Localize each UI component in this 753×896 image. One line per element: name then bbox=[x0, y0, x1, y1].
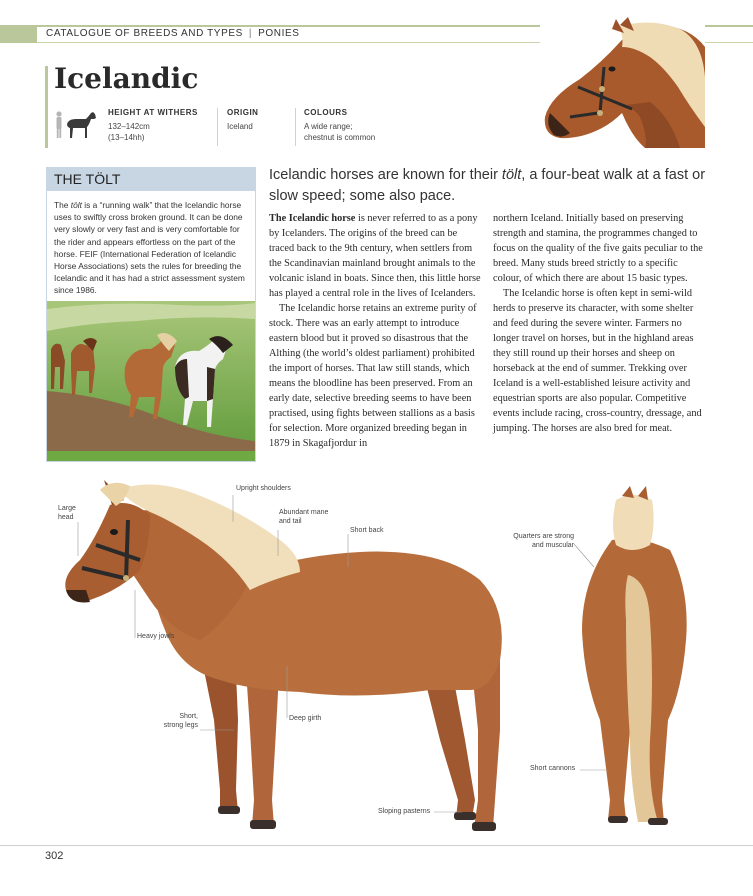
sidebar-text-italic: tölt bbox=[70, 200, 82, 210]
fact-colours-label: COLOURS bbox=[304, 108, 348, 117]
fact-height-label: HEIGHT AT WITHERS bbox=[108, 108, 198, 117]
callout-short-back: Short back bbox=[350, 527, 384, 534]
header-section: CATALOGUE OF BREEDS AND TYPES bbox=[46, 28, 243, 39]
fact-origin-value: Iceland bbox=[227, 122, 253, 131]
running-header bbox=[46, 28, 299, 39]
header-subsection: PONIES bbox=[258, 28, 300, 39]
horse-head-photo bbox=[540, 17, 705, 148]
lead-italic: tölt bbox=[501, 167, 522, 183]
page-number: 302 bbox=[45, 850, 64, 862]
fact-colours-value bbox=[304, 121, 375, 143]
horse-anatomy-illustration bbox=[40, 475, 740, 845]
fact-height-value bbox=[108, 121, 198, 143]
horse-silhouette-icon bbox=[67, 112, 96, 138]
fact-colours-line2: chestnut is common bbox=[304, 133, 376, 142]
callout-deep-girth: Deep girth bbox=[289, 715, 322, 722]
body-column-1 bbox=[269, 211, 481, 451]
fact-height-cm: 132–142cm bbox=[108, 122, 150, 131]
page-title: Icelandic bbox=[54, 62, 199, 95]
title-accent-bar bbox=[45, 66, 48, 148]
callout-quarters: Quarters are strong and muscular bbox=[513, 533, 574, 549]
callout-sloping-pasterns: Sloping pasterns bbox=[378, 808, 431, 815]
herd-photo bbox=[47, 301, 255, 461]
body-paragraph: The Icelandic horse retains an extreme purity of stock. There was an early attempt to introduce eastern blood but it proved so disastrous that the Althing (the world’s oldest parliament) prohibited the import of horses. That law still stands, which means the bloodline has been preserved. From an early date, selective breeding seems to have been practised, using fights between stallions as a basis for selection. More organized breeding began in 1879 in Skagafjordur in bbox=[269, 303, 477, 449]
fact-divider bbox=[295, 108, 296, 146]
body-column-2 bbox=[493, 211, 705, 436]
height-silhouette-icon bbox=[54, 110, 100, 140]
body-paragraph bbox=[269, 211, 481, 301]
fact-colours-line1: A wide range; bbox=[304, 122, 353, 131]
callout-large-head: Large head bbox=[58, 505, 76, 521]
header-separator: | bbox=[248, 28, 253, 39]
fact-height-hh: (13–14hh) bbox=[108, 133, 145, 142]
person-silhouette-icon bbox=[56, 111, 61, 138]
callout-abundant-mane: Abundant mane and tail bbox=[279, 509, 329, 525]
callout-heavy-jowls: Heavy jowls bbox=[137, 633, 175, 640]
sidebar-text bbox=[54, 199, 250, 297]
header-accent-block bbox=[0, 25, 37, 43]
callout-short-cannons: Short cannons bbox=[530, 765, 576, 772]
lead-paragraph bbox=[269, 165, 719, 207]
fact-origin bbox=[227, 108, 258, 132]
fact-colours bbox=[304, 108, 375, 143]
footer-rule bbox=[0, 845, 753, 846]
body-paragraph: northern Iceland. Initially based on preserving strength and stamina, the programmes changed to focus on the quality of the five gaits peculiar to the breed. Many studs breed strictly to a specific colour, of which there are about 15 basic types. bbox=[493, 213, 703, 284]
sidebar-text-part: is a “running walk” that the Icelandic horse uses to swiftly cross broken ground. It can be done very slowly or very fast and is very comfortable for the rider and appears effortless on the part of the horse. FEIF (International Federation of Icelandic Horse Associations) sets the rules for breeding the Icelandic and it has had a strict assessment system since 1986. bbox=[54, 200, 245, 296]
fact-origin-label: ORIGIN bbox=[227, 108, 259, 117]
body-paragraph: The Icelandic horse is often kept in semi-wild herds to preserve its character, with some shelter and feed during the severe winter. Farmers no longer travel on horses, but in the highland areas they still round up their horses and sheep on horseback at the end of summer. Trekking over Iceland is a well-established leisure activity and equestrian sports are also popular. Competitive events include racing, cross-country, dressage, and jumping. The horses are also bred for meat. bbox=[493, 288, 702, 434]
fact-divider bbox=[217, 108, 218, 146]
horse-rear-view bbox=[582, 486, 687, 825]
sidebar-heading: THE TÖLT bbox=[54, 171, 121, 187]
callout-upright-shoulders: Upright shoulders bbox=[236, 485, 291, 492]
horse-side-view bbox=[65, 480, 502, 831]
fact-height bbox=[108, 108, 198, 143]
body-lead-in: The Icelandic horse bbox=[269, 213, 356, 224]
sidebar-text-part: The bbox=[54, 200, 71, 210]
body-text: is never referred to as a pony by Icelanders. The origins of the breed can be traced back to the 9th century, when settlers from the Scandinavian mainland brought animals to the volcanic island in boats. Since then, this little horse has played a central role in the lives of Icelanders. bbox=[269, 213, 481, 299]
callout-short-legs: Short, strong legs bbox=[163, 713, 198, 729]
lead-part: Icelandic horses are known for their bbox=[269, 167, 502, 183]
lead-part: , a four-beat walk at a fast or slow speed; some also pace. bbox=[269, 167, 706, 204]
